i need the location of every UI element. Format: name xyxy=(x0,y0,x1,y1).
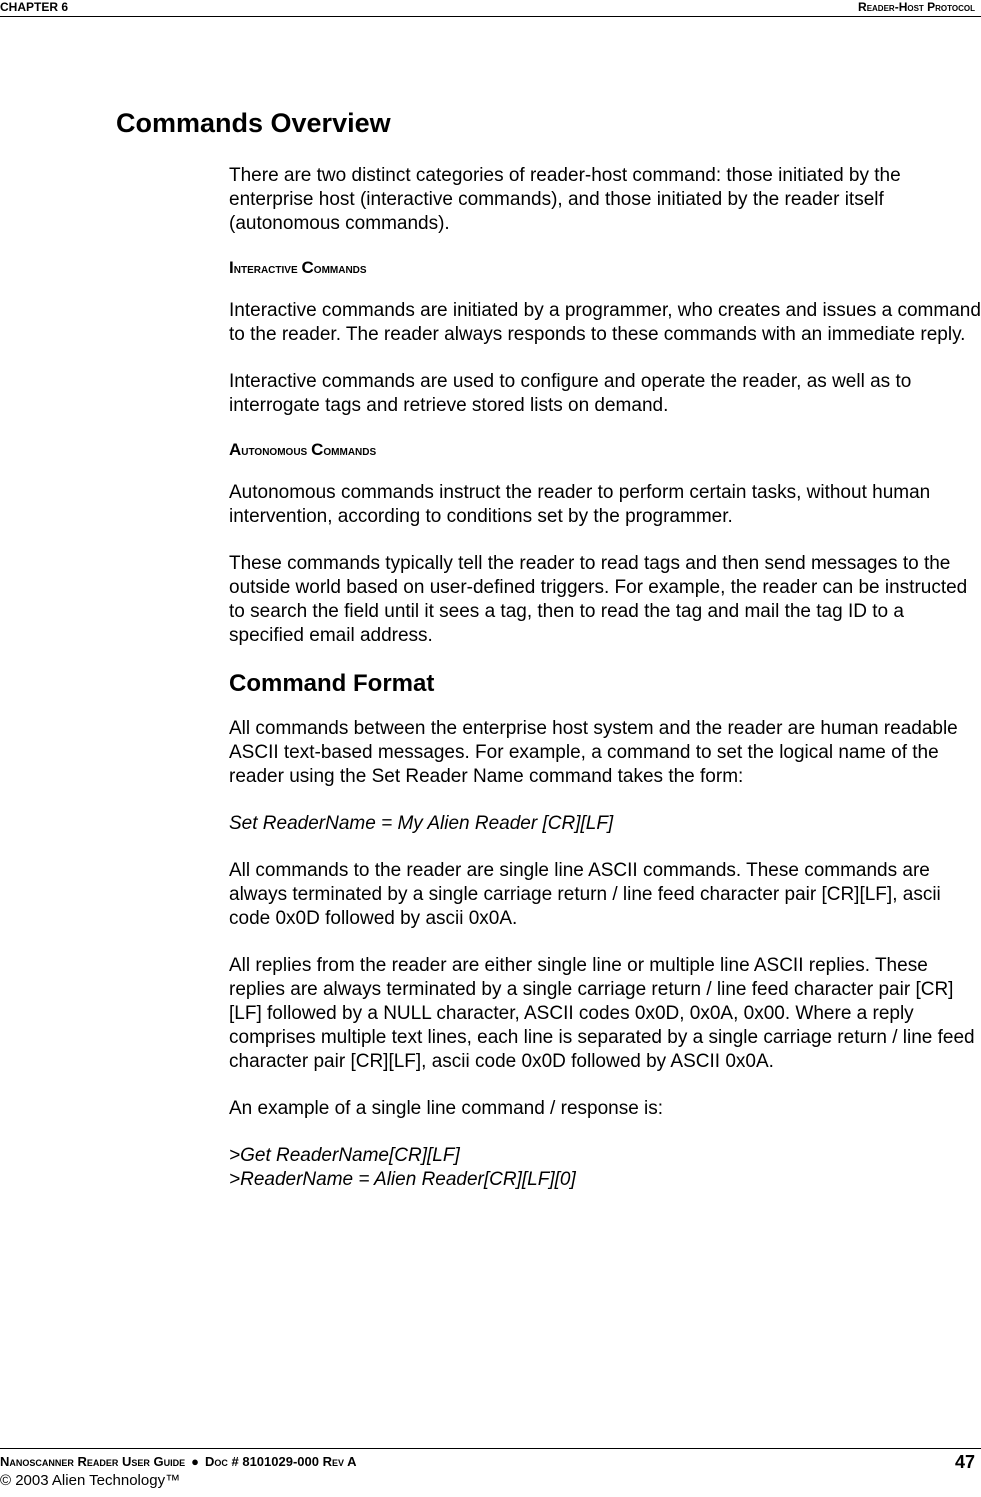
page-number: 47 xyxy=(954,1452,975,1472)
example-request-line: >Get ReaderName[CR][LF] xyxy=(229,1145,460,1166)
format-paragraph-1: All commands between the enterprise host system and the reader are human readable ASCII text-based messages. For example, a command to set the logical name of the reader using the Set Reader Name command takes the form: xyxy=(229,718,958,787)
page-header xyxy=(0,0,981,17)
intro-paragraph: There are two distinct categories of reader-host command: those initiated by the enterprise host (interactive commands), and those initiated by the reader itself (autonomous commands). xyxy=(229,165,901,234)
page-footer xyxy=(0,1448,981,1489)
format-paragraph-3: All replies from the reader are either single line or multiple line ASCII replies. These replies are always terminated by a single carriage return / line feed character pair [CR][LF] followed by a NULL character, ASCII codes 0x0D, 0x0A, 0x00. Where a reply comprises multiple text lines, each line is separated by a single carriage return / line feed character pair [CR][LF], ascii code 0x0D followed by ASCII 0x0A. xyxy=(229,955,975,1072)
command-format-heading: Command Format xyxy=(229,670,435,697)
chapter-label: CHAPTER 6 xyxy=(0,0,69,14)
doc-info: Nanoscanner Reader User Guide ● Doc # 8101029-000 Rev A xyxy=(0,1454,357,1469)
autonomous-commands-heading: Autonomous Commands xyxy=(229,440,377,459)
copyright: © 2003 Alien Technology™ xyxy=(0,1472,181,1489)
interactive-commands-heading: Interactive Commands xyxy=(229,258,367,277)
page-title: Commands Overview xyxy=(116,108,391,138)
example-response-line: >ReaderName = Alien Reader[CR][LF][0] xyxy=(229,1169,576,1190)
bullet-icon: ● xyxy=(191,1454,199,1469)
example-command: Set ReaderName = My Alien Reader [CR][LF] xyxy=(229,813,614,834)
format-paragraph-2: All commands to the reader are single line ASCII commands. These commands are always terminated by a single carriage return / line feed character pair [CR][LF], ascii code 0x0D followed by ascii 0x0A. xyxy=(229,860,941,929)
autonomous-paragraph-1: Autonomous commands instruct the reader to perform certain tasks, without human intervention, according to conditions set by the programmer. xyxy=(229,482,931,527)
interactive-paragraph-2: Interactive commands are used to configure and operate the reader, as well as to interrogate tags and retrieve stored lists on demand. xyxy=(229,371,912,416)
format-paragraph-4: An example of a single line command / response is: xyxy=(229,1098,664,1119)
interactive-paragraph-1: Interactive commands are initiated by a programmer, who creates and issues a command to the reader. The reader always responds to these commands with an immediate reply. xyxy=(229,300,981,345)
main-content xyxy=(229,164,981,1192)
section-label: Reader-Host Protocol xyxy=(858,0,975,14)
autonomous-paragraph-2: These commands typically tell the reader to read tags and then send messages to the outside world based on user-defined triggers. For example, the reader can be instructed to search the field until it sees a tag, then to read the tag and mail the tag ID to a specified email address. xyxy=(229,553,968,646)
